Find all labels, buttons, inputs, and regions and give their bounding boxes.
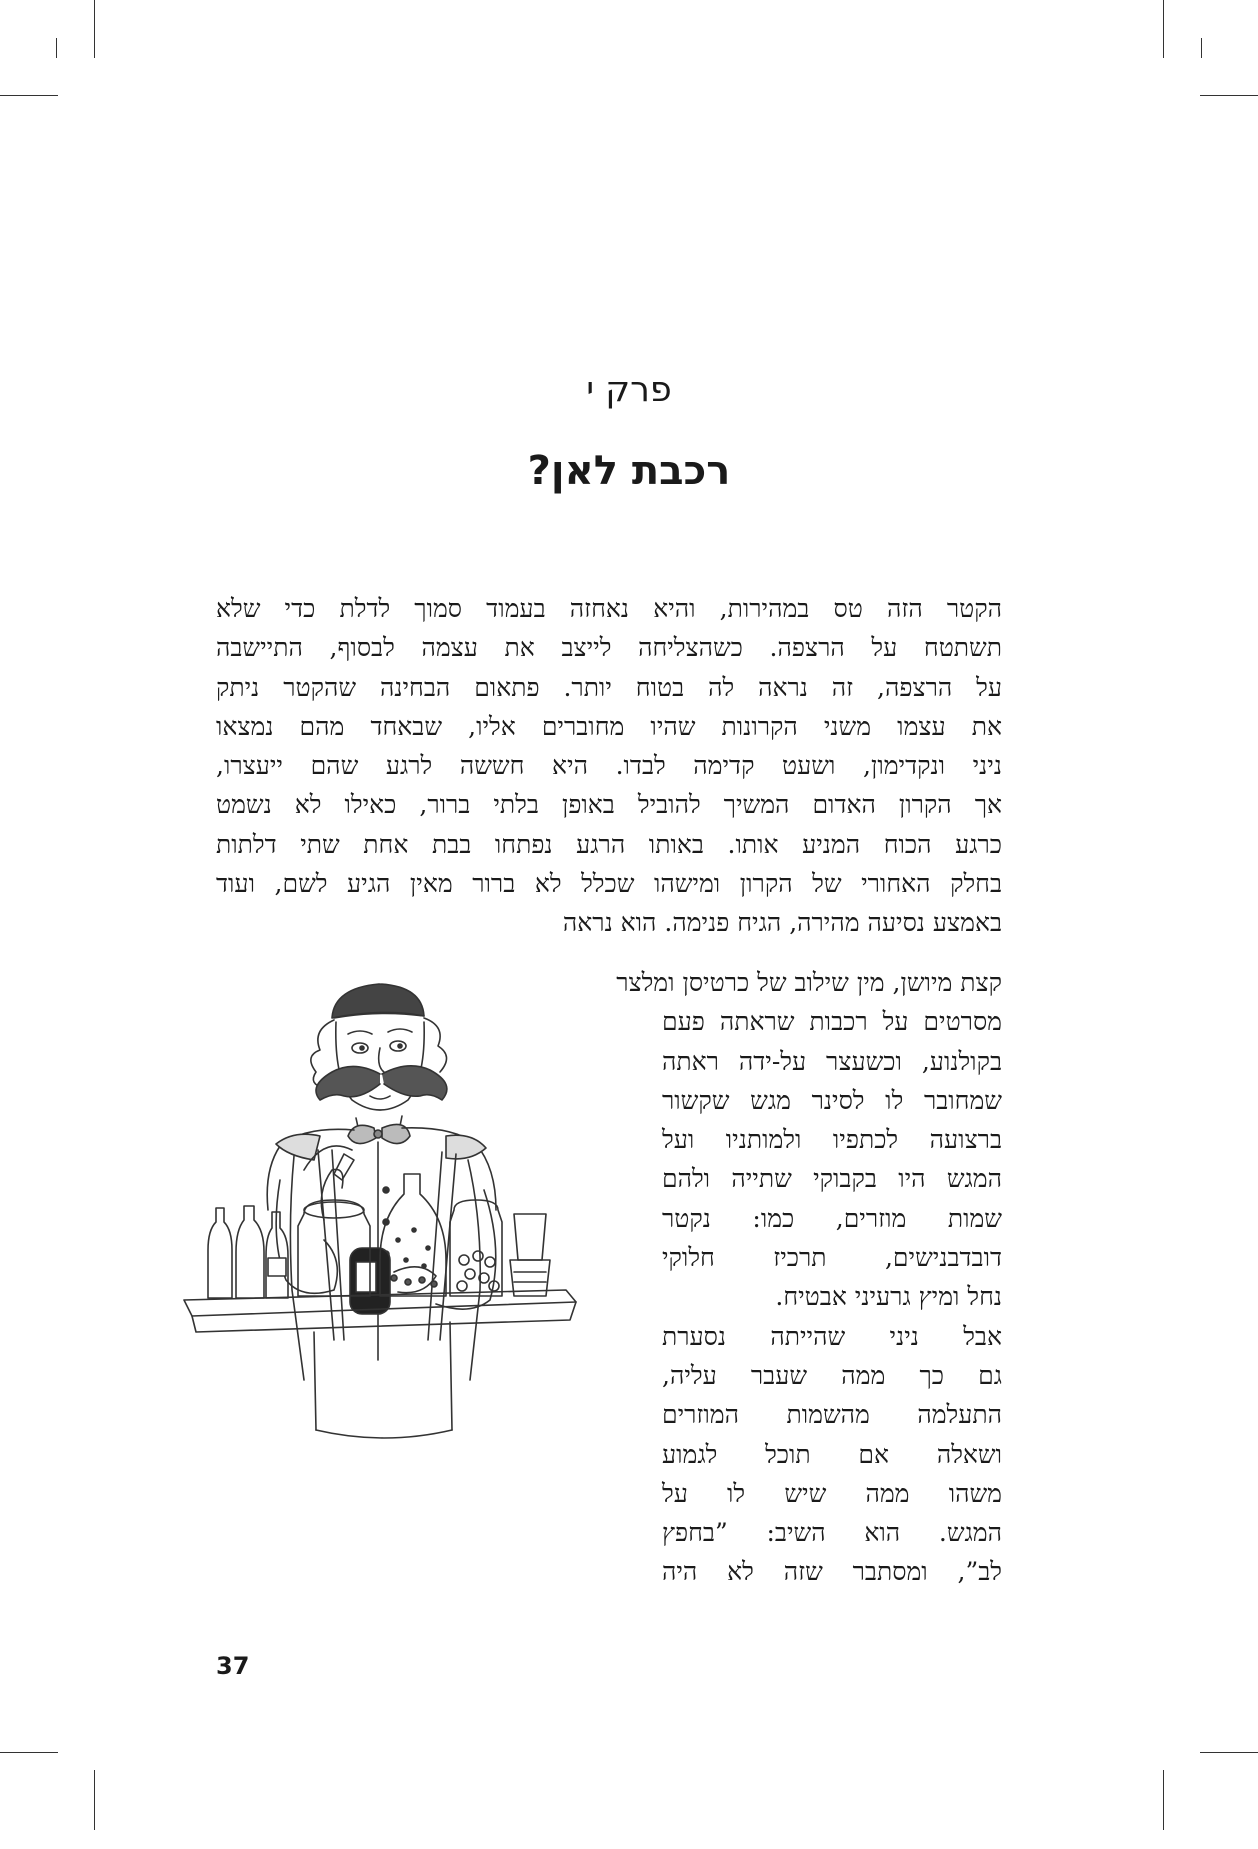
crop-mark	[1201, 38, 1202, 58]
text-line: כרגע הכוח המניע אותו. באותו הרגע נפתחו בבת אחת שתי דלתות	[216, 829, 1002, 859]
text-line: משהו ממה שיש לו על	[662, 1478, 1002, 1508]
crop-mark	[0, 1752, 58, 1753]
chapter-number: פרק י	[586, 370, 672, 410]
text-line: המגש היו בקבוקי שתייה ולהם	[662, 1164, 1002, 1194]
text-line: דובדבנישים, תרכיז חלוקי	[662, 1243, 1002, 1273]
text-line: גם כך ממה שעבר עליה,	[662, 1360, 1002, 1390]
text-line: אך הקרון האדום המשיך להוביל באופן בלתי ברור, כאילו לא נשמט	[216, 790, 1002, 820]
crop-mark	[0, 95, 58, 96]
paragraph-column	[616, 963, 1002, 1592]
crop-mark	[1163, 0, 1164, 58]
text-line: על הרצפה, זה נראה לה בטוח יותר. פתאום הבחינה שהקטר ניתק	[216, 672, 1002, 702]
text-line: תשתטח על הרצפה. כשהצליחה לייצב את עצמה לבסוף, התיישבה	[216, 633, 1002, 663]
waiter-illustration	[184, 960, 664, 1660]
crop-mark	[1163, 1770, 1164, 1830]
crop-mark	[94, 0, 95, 58]
text-line: ניני ונקדימון, ושעט קדימה לבדו. היא חששה לרגע שהם ייעצרו,	[216, 751, 1002, 781]
text-line: התעלמה מהשמות המוזרים	[662, 1400, 1002, 1430]
crop-mark	[56, 38, 57, 58]
paragraph-full-width	[216, 589, 1002, 943]
text-line: את עצמו משני הקרונות שהיו מחוברים אליו, שבאחד מהם נמצאו	[216, 711, 1002, 741]
crop-mark	[94, 1770, 95, 1830]
crop-mark	[1200, 1752, 1258, 1753]
text-line: בחלק האחורי של הקרון ומישהו שכלל לא ברור מאין הגיע לשם, ועוד	[216, 869, 1002, 899]
text-line: ושאלה אם תוכל לגמוע	[662, 1439, 1002, 1469]
text-line: הקטר הזה טס במהירות, והיא נאחזה בעמוד סמוך לדלת כדי שלא	[216, 594, 1002, 623]
text-line: שמחובר לו לסינר מגש שקשור	[662, 1085, 1002, 1115]
text-line: אבל ניני שהייתה נסערת	[662, 1321, 1002, 1351]
text-line: המגש. הוא השיב: ”בחפץ	[662, 1518, 1002, 1548]
text-line: באמצע נסיעה מהירה, הגיח פנימה. הוא נראה	[562, 908, 1002, 938]
text-line: בקולנוע, וכשעצר על-ידה ראתה	[662, 1046, 1002, 1076]
chapter-title: רכבת לאן?	[527, 448, 731, 494]
text-line: לב”, ומסתבר שזה לא היה	[662, 1557, 1002, 1587]
text-line: מסרטים על רכבות שראתה פעם	[662, 1007, 1002, 1037]
text-line: ברצועה לכתפיו ולמותניו ועל	[662, 1125, 1002, 1155]
text-line: קצת מיושן, מין שילוב של כרטיסן ומלצר	[616, 968, 1002, 997]
crop-mark	[1200, 95, 1258, 96]
text-line: נחל ומיץ גרעיני אבטיח.	[775, 1282, 1002, 1312]
text-line: שמות מוזרים, כמו: נקטר	[662, 1203, 1002, 1233]
page-number: 37	[216, 1652, 250, 1680]
